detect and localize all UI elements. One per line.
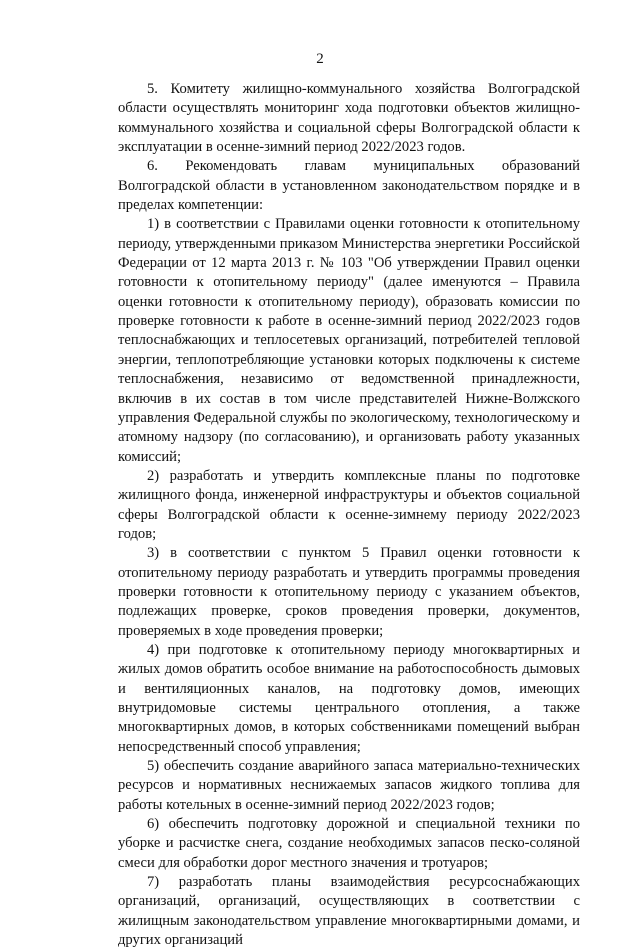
paragraph-item-5: 5. Комитету жилищно-коммунального хозяйства Волгоградской области осуществлять мониторинг хода подготовки объектов жилищно-коммунального хозяйства и социальной сферы Волгоградской области к эксплуатации в осенне-зимний период 2022/2023 годов. — [118, 81, 580, 156]
page-number: 2 — [316, 51, 324, 67]
subparagraph-6: 6) обеспечить подготовку дорожной и специальной техники по уборке и расчистке снега, создание необходимых запасов песко-соляной смеси для обработки дорог местного значения и тротуаров; — [118, 816, 580, 871]
paragraph-item-6: 6. Рекомендовать главам муниципальных образований Волгоградской области в установленном законодательством порядке и в пределах компетенции: — [118, 158, 580, 214]
subparagraph-2: 2) разработать и утвердить комплексные планы по подготовке жилищного фонда, инженерной инфраструктуры и объектов социальной сферы Волгоградской области к осенне-зимнему периоду 2022/2023 годов; — [118, 467, 580, 542]
document-body — [118, 80, 580, 950]
subparagraph-3: 3) в соответствии с пунктом 5 Правил оценки готовности к отопительному периоду разработать и утвердить программы проведения проверки готовности к отопительному периоду с указанием объектов, подлежащих проверке, сроков проведения проверки, документов, проверяемых в ходе проведения проверки; — [118, 545, 580, 639]
subparagraph-1: 1) в соответствии с Правилами оценки готовности к отопительному периоду, утвержденными приказом Министерства энергетики Российской Федерации от 12 марта 2013 г. № 103 "Об утверждении Правил оценки готовности к отопительному периоду" (далее именуются – Правила оценки готовности к отопительному периоду), образовать комиссии по проверке готовности к работе в осенне-зимний период 2022/2023 годов теплоснабжающих и теплосетевых организаций, потребителей тепловой энергии, теплопотребляющие установки которых подключены к системе теплоснабжения, независимо от ведомственной принадлежности, включив в их состав в том числе представителей Нижне-Волжского управления Федеральной службы по экологическому, технологическому и атомному надзору (по согласованию), и организовать работу указанных комиссий; — [118, 216, 580, 465]
subparagraph-4: 4) при подготовке к отопительному периоду многоквартирных и жилых домов обратить особое внимание на работоспособность дымовых и вентиляционных каналов, на подготовку домов, имеющих внутридомовые системы центрального отопления, а также многоквартирных домов, в которых собственниками помещений выбран непосредственный способ управления; — [118, 641, 580, 755]
subparagraph-5: 5) обеспечить создание аварийного запаса материально-технических ресурсов и нормативных неснижаемых запасов жидкого топлива для работы котельных в осенне-зимний период 2022/2023 годов; — [118, 758, 580, 813]
subparagraph-7: 7) разработать планы взаимодействия ресурсоснабжающих организаций, организаций, осуществляющих в соответствии с жилищным законодательством управление многоквартирными домами, и других организаций — [118, 874, 580, 949]
